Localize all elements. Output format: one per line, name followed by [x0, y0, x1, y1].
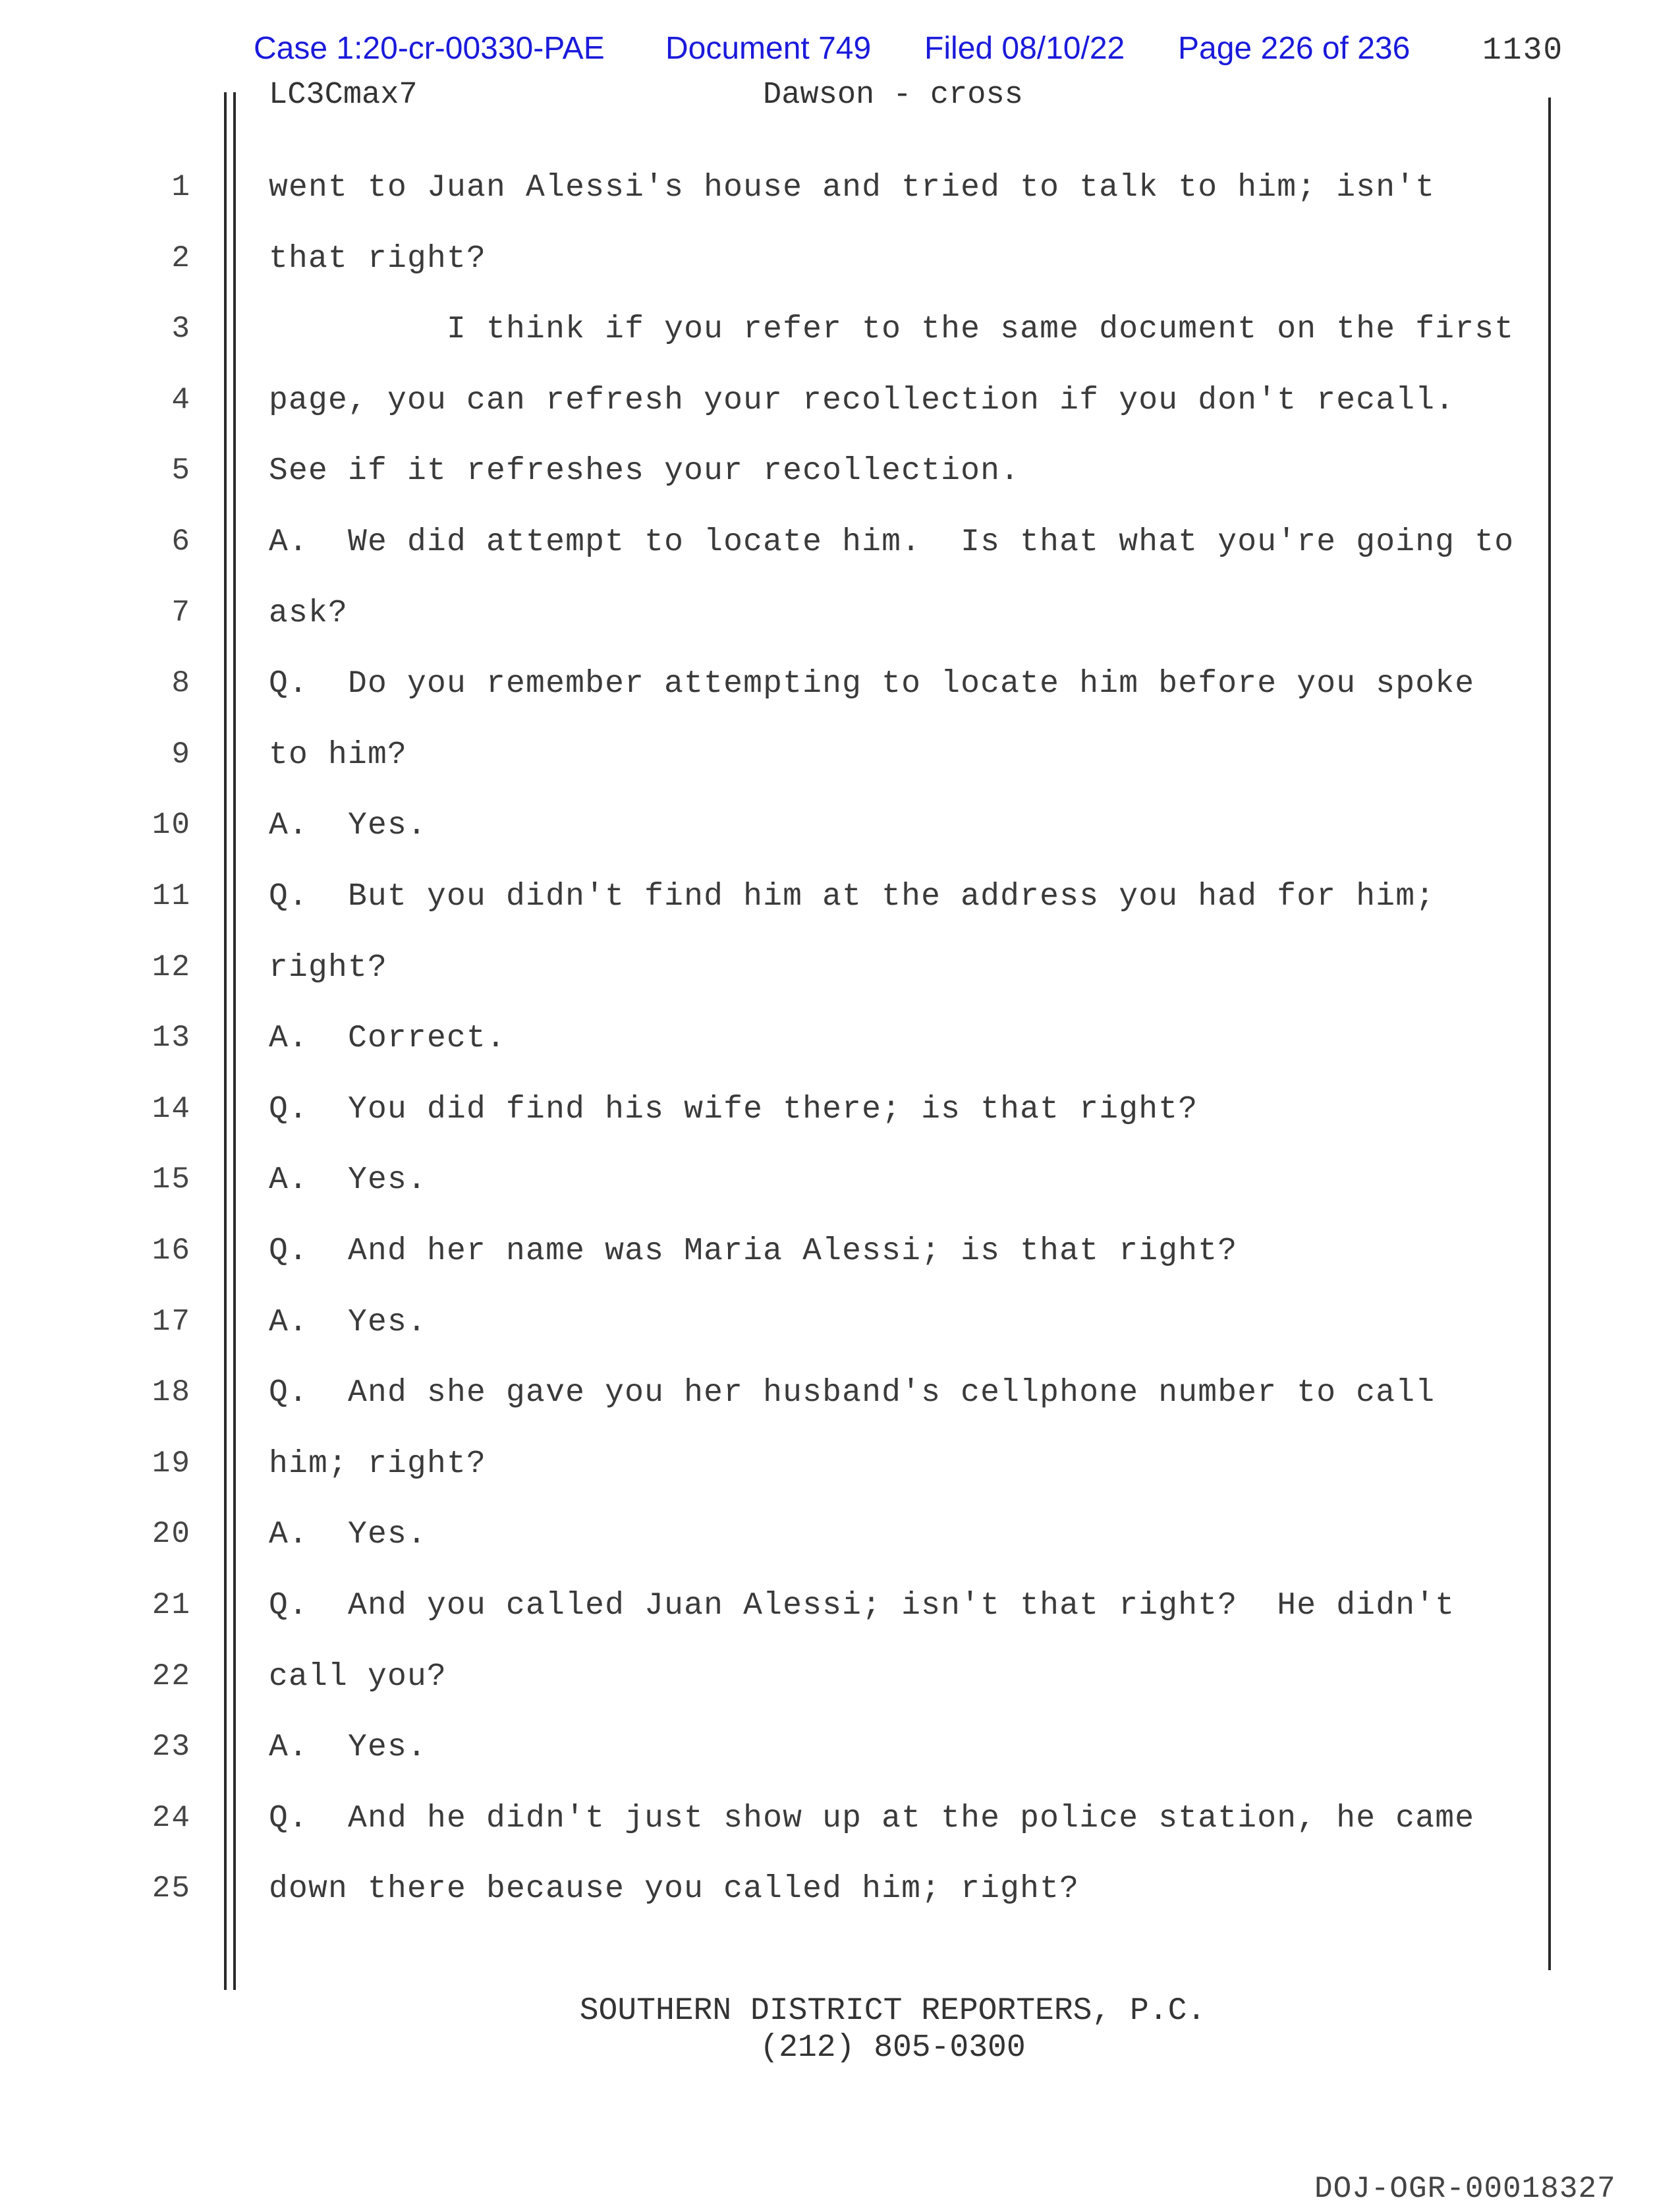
transcript-line — [0, 808, 1680, 879]
line-number: 8 — [171, 666, 191, 701]
line-number: 2 — [171, 241, 191, 275]
line-text: Q. Do you remember attempting to locate him before you spoke — [269, 666, 1475, 702]
ecf-case-number: Case 1:20-cr-00330-PAE — [254, 31, 605, 66]
transcript-line — [0, 1375, 1680, 1446]
ecf-page-count: Page 226 of 236 — [1178, 31, 1411, 66]
line-number: 17 — [152, 1304, 191, 1339]
line-text: See if it refreshes your recollection. — [269, 453, 1021, 490]
line-text: Q. And you called Juan Alessi; isn't that right? He didn't — [269, 1588, 1455, 1624]
line-text: ask? — [269, 595, 349, 631]
line-text: A. Correct. — [269, 1021, 507, 1057]
transcript-line — [0, 1659, 1680, 1730]
line-number: 19 — [152, 1446, 191, 1481]
line-text: Q. And she gave you her husband's cellphone number to call — [269, 1375, 1436, 1411]
line-text: Q. But you didn't find him at the address you had for him; — [269, 879, 1436, 915]
transcript-line — [0, 1092, 1680, 1163]
transcript-line — [0, 1234, 1680, 1305]
line-text: Q. And he didn't just show up at the police station, he came — [269, 1800, 1475, 1836]
line-number: 1 — [171, 170, 191, 204]
transcript-line — [0, 525, 1680, 596]
transcript-line — [0, 1801, 1680, 1872]
line-number: 25 — [152, 1871, 191, 1906]
transcript-line — [0, 312, 1680, 383]
ecf-document-number: Document 749 — [665, 31, 872, 66]
line-number: 16 — [152, 1234, 191, 1268]
line-text: A. Yes. — [269, 1304, 428, 1340]
transcript-line — [0, 1517, 1680, 1588]
line-number: 5 — [171, 453, 191, 488]
line-text: down there because you called him; right? — [269, 1871, 1080, 1908]
transcript-line — [0, 170, 1680, 241]
line-number: 4 — [171, 382, 191, 417]
line-text: A. Yes. — [269, 1730, 428, 1766]
line-number: 7 — [171, 595, 191, 630]
transcript-line — [0, 1446, 1680, 1517]
line-text: Q. And her name was Maria Alessi; is that right? — [269, 1234, 1238, 1269]
transcript-line — [0, 1871, 1680, 1943]
line-text: him; right? — [269, 1446, 487, 1482]
transcript-line — [0, 241, 1680, 312]
line-number: 14 — [152, 1091, 191, 1126]
line-number: 24 — [152, 1800, 191, 1835]
line-number: 22 — [152, 1659, 191, 1693]
line-number: 23 — [152, 1730, 191, 1765]
transcript-line — [0, 1588, 1680, 1659]
line-number: 15 — [152, 1162, 191, 1197]
transcript-line — [0, 737, 1680, 808]
transcript-line — [0, 383, 1680, 454]
transcript-page-number: 1130 — [1482, 33, 1564, 69]
line-text: A. Yes. — [269, 1162, 428, 1199]
line-text: that right? — [269, 241, 487, 277]
transcript-line — [0, 666, 1680, 737]
bates-number: DOJ-OGR-00018327 — [1314, 2172, 1616, 2206]
running-header-witness: Dawson - cross — [763, 78, 1023, 113]
line-text: call you? — [269, 1659, 447, 1695]
ecf-filed-date: Filed 08/10/22 — [924, 31, 1125, 66]
line-number: 12 — [152, 950, 191, 984]
transcript-line — [0, 1305, 1680, 1376]
line-number: 11 — [152, 879, 191, 913]
line-text: A. We did attempt to locate him. Is that what you're going to — [269, 525, 1515, 560]
line-text: I think if you refer to the same document on the first — [269, 312, 1515, 348]
transcript-line — [0, 1730, 1680, 1801]
running-header-code: LC3Cmax7 — [269, 78, 418, 113]
transcript-line — [0, 453, 1680, 525]
ecf-filing-header — [254, 30, 1411, 70]
line-text: went to Juan Alessi's house and tried to talk to him; isn't — [269, 170, 1436, 206]
line-text: right? — [269, 950, 388, 986]
transcript-line — [0, 879, 1680, 950]
transcript-line — [0, 596, 1680, 667]
line-number: 18 — [152, 1375, 191, 1410]
line-text: A. Yes. — [269, 808, 428, 844]
transcript-line — [0, 950, 1680, 1021]
line-number: 9 — [171, 737, 191, 772]
line-number: 20 — [152, 1517, 191, 1552]
page-footer — [0, 1993, 1680, 2066]
line-text: to him? — [269, 737, 408, 773]
transcript-line — [0, 1021, 1680, 1092]
line-number: 21 — [152, 1588, 191, 1622]
line-number: 3 — [171, 312, 191, 347]
line-number: 10 — [152, 808, 191, 843]
reporter-phone: (212) 805-0300 — [760, 2030, 1026, 2066]
line-number: 13 — [152, 1021, 191, 1056]
transcript-line — [0, 1162, 1680, 1234]
line-text: Q. You did find his wife there; is that right? — [269, 1091, 1198, 1127]
line-text: page, you can refresh your recollection if you don't recall. — [269, 382, 1455, 418]
line-text: A. Yes. — [269, 1517, 428, 1553]
line-number: 6 — [171, 525, 191, 559]
reporter-name: SOUTHERN DISTRICT REPORTERS, P.C. — [579, 1993, 1206, 2029]
